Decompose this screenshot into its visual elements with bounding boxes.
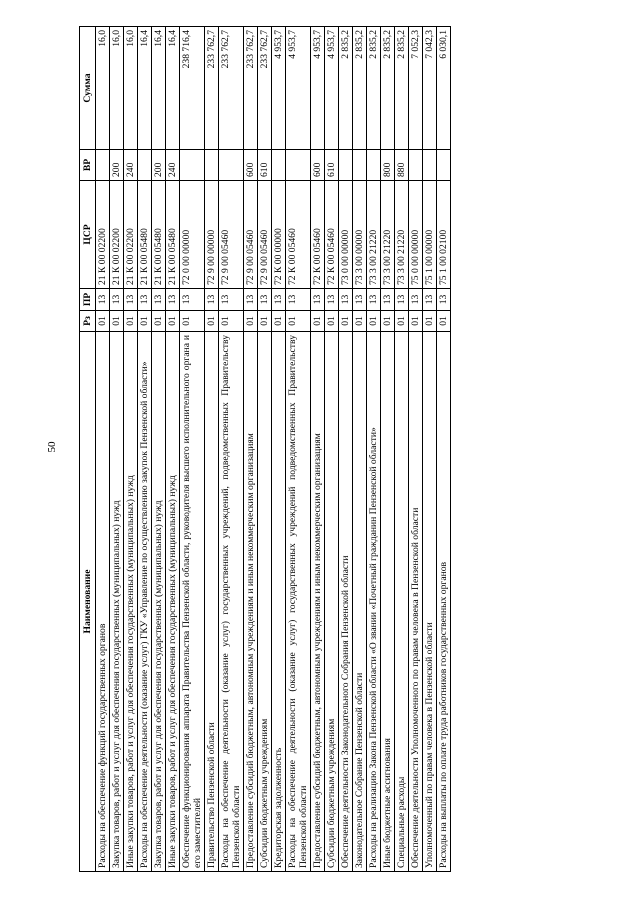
cell-pr: 13 — [152, 289, 166, 311]
table-row — [423, 27, 437, 872]
cell-csr: 72 К 00 05460 — [325, 181, 339, 289]
cell-name: Иные бюджетные ассигнования — [381, 332, 395, 872]
cell-sum: 16,4 — [166, 27, 180, 150]
cell-name: Субсидии бюджетным учреждениям — [325, 332, 339, 872]
cell-sum: 2 835,2 — [353, 27, 367, 150]
cell-sum: 2 835,2 — [339, 27, 353, 150]
header-pr: ПР — [80, 289, 96, 311]
page-number: 50 — [46, 441, 58, 453]
cell-vr — [96, 150, 110, 181]
header-csr: ЦСР — [80, 181, 96, 289]
cell-vr: 800 — [381, 150, 395, 181]
cell-name: Уполномоченный по правам человека в Пензенской области — [423, 332, 437, 872]
table-row — [258, 27, 272, 872]
cell-sum: 16,0 — [96, 27, 110, 150]
cell-pr: 13 — [367, 289, 381, 311]
cell-sum: 2 835,2 — [381, 27, 395, 150]
cell-csr: 72 9 00 05460 — [219, 181, 244, 289]
cell-rz: 01 — [353, 311, 367, 332]
cell-pr: 13 — [138, 289, 152, 311]
cell-sum: 6 030,1 — [437, 27, 451, 150]
cell-rz: 01 — [409, 311, 423, 332]
cell-vr — [205, 150, 219, 181]
cell-name: Расходы на реализацию Закона Пензенской области «О звании «Почетный гражданин Пензенской области» — [367, 332, 381, 872]
table-row — [219, 27, 244, 872]
cell-name: Субсидии бюджетным учреждениям — [258, 332, 272, 872]
table-row — [205, 27, 219, 872]
cell-pr: 13 — [325, 289, 339, 311]
cell-vr — [353, 150, 367, 181]
cell-csr: 72 9 00 05460 — [258, 181, 272, 289]
table-row — [395, 27, 409, 872]
cell-sum: 233 762,7 — [258, 27, 272, 150]
cell-vr — [437, 150, 451, 181]
cell-pr: 13 — [180, 289, 205, 311]
cell-csr: 72 К 00 05460 — [311, 181, 325, 289]
cell-rz: 01 — [110, 311, 124, 332]
cell-vr: 200 — [110, 150, 124, 181]
cell-sum: 4 953,7 — [272, 27, 286, 150]
cell-pr: 13 — [437, 289, 451, 311]
cell-sum: 16,4 — [138, 27, 152, 150]
cell-csr: 72 9 00 05460 — [244, 181, 258, 289]
table-row — [96, 27, 110, 872]
cell-sum: 233 762,7 — [205, 27, 219, 150]
cell-vr — [180, 150, 205, 181]
cell-rz: 01 — [124, 311, 138, 332]
cell-csr: 72 К 00 00000 — [272, 181, 286, 289]
cell-pr: 13 — [395, 289, 409, 311]
cell-name: Кредиторская задолженность — [272, 332, 286, 872]
table-row — [367, 27, 381, 872]
cell-csr: 73 3 00 21220 — [381, 181, 395, 289]
cell-vr: 240 — [166, 150, 180, 181]
table-row — [152, 27, 166, 872]
table-header-row — [80, 27, 96, 872]
cell-sum: 233 762,7 — [219, 27, 244, 150]
table-row — [180, 27, 205, 872]
table-row — [272, 27, 286, 872]
cell-sum: 4 953,7 — [286, 27, 311, 150]
cell-csr: 21 К 00 02200 — [124, 181, 138, 289]
header-sum: Сумма — [80, 27, 96, 150]
cell-pr: 13 — [110, 289, 124, 311]
cell-name: Предоставление субсидий бюджетным, автономным учреждениям и иным некоммерческим организациям — [244, 332, 258, 872]
cell-csr: 73 3 00 21220 — [367, 181, 381, 289]
cell-pr: 13 — [205, 289, 219, 311]
cell-csr: 21 К 00 02200 — [110, 181, 124, 289]
cell-pr: 13 — [96, 289, 110, 311]
cell-sum: 4 953,7 — [311, 27, 325, 150]
cell-rz: 01 — [395, 311, 409, 332]
cell-sum: 16,0 — [110, 27, 124, 150]
cell-vr — [367, 150, 381, 181]
cell-name: Обеспечение функционирования аппарата Правительства Пензенской области, руководителя высшего исполнительного органа и его заместителей — [180, 332, 205, 872]
cell-rz: 01 — [367, 311, 381, 332]
table-row — [138, 27, 152, 872]
cell-pr: 13 — [244, 289, 258, 311]
cell-csr: 72 0 00 00000 — [180, 181, 205, 289]
cell-rz: 01 — [339, 311, 353, 332]
cell-rz: 01 — [437, 311, 451, 332]
cell-pr: 13 — [166, 289, 180, 311]
cell-vr: 600 — [311, 150, 325, 181]
cell-pr: 13 — [339, 289, 353, 311]
table-row — [124, 27, 138, 872]
cell-vr: 600 — [244, 150, 258, 181]
cell-sum: 7 052,3 — [409, 27, 423, 150]
cell-name: Предоставление субсидий бюджетным, автономным учреждениям и иным некоммерческим организациям — [311, 332, 325, 872]
table-row — [244, 27, 258, 872]
cell-csr: 21 К 00 02200 — [96, 181, 110, 289]
rotated-table-container — [79, 27, 582, 872]
table-row — [339, 27, 353, 872]
cell-vr: 610 — [258, 150, 272, 181]
cell-sum: 16,0 — [124, 27, 138, 150]
cell-rz: 01 — [311, 311, 325, 332]
cell-rz: 01 — [258, 311, 272, 332]
cell-vr — [286, 150, 311, 181]
table-row — [325, 27, 339, 872]
header-name: Наименование — [80, 332, 96, 872]
cell-pr: 13 — [286, 289, 311, 311]
cell-csr: 73 3 00 21220 — [395, 181, 409, 289]
cell-rz: 01 — [138, 311, 152, 332]
cell-name: Расходы на обеспечение функций государственных органов — [96, 332, 110, 872]
cell-rz: 01 — [96, 311, 110, 332]
table-body — [96, 27, 451, 872]
cell-pr: 13 — [409, 289, 423, 311]
cell-rz: 01 — [244, 311, 258, 332]
cell-sum: 7 042,3 — [423, 27, 437, 150]
cell-rz: 01 — [325, 311, 339, 332]
cell-name: Расходы на выплаты по оплате труда работников государственных органов — [437, 332, 451, 872]
cell-name: Иные закупки товаров, работ и услуг для обеспечения государственных (муниципальных) нужд — [166, 332, 180, 872]
table-row — [166, 27, 180, 872]
cell-vr: 610 — [325, 150, 339, 181]
cell-pr: 13 — [423, 289, 437, 311]
cell-pr: 13 — [311, 289, 325, 311]
table-row — [110, 27, 124, 872]
cell-csr: 72 К 00 05460 — [286, 181, 311, 289]
cell-name: Закупка товаров, работ и услуг для обеспечения государственных (муниципальных) нужд — [152, 332, 166, 872]
cell-csr: 75 1 00 02100 — [437, 181, 451, 289]
cell-name: Специальные расходы — [395, 332, 409, 872]
header-vr: ВР — [80, 150, 96, 181]
cell-pr: 13 — [272, 289, 286, 311]
cell-pr: 13 — [381, 289, 395, 311]
table-row — [286, 27, 311, 872]
cell-vr: 880 — [395, 150, 409, 181]
header-rz: Рз — [80, 311, 96, 332]
cell-vr — [138, 150, 152, 181]
cell-csr: 73 3 00 00000 — [353, 181, 367, 289]
cell-name: Обеспечение деятельности Уполномоченного по правам человека в Пензенской области — [409, 332, 423, 872]
cell-csr: 75 1 00 00000 — [423, 181, 437, 289]
cell-name: Законодательное Собрание Пензенской области — [353, 332, 367, 872]
cell-csr: 73 0 00 00000 — [339, 181, 353, 289]
cell-name: Расходы на обеспечение деятельности (оказание услуг) государственных учреждений подведомственных Правительству Пензенской области — [286, 332, 311, 872]
table-row — [311, 27, 325, 872]
cell-pr: 13 — [124, 289, 138, 311]
cell-sum: 233 762,7 — [244, 27, 258, 150]
table-row — [437, 27, 451, 872]
cell-name: Правительство Пензенской области — [205, 332, 219, 872]
cell-pr: 13 — [258, 289, 272, 311]
cell-name: Закупка товаров, работ и услуг для обеспечения государственных (муниципальных) нужд — [110, 332, 124, 872]
cell-rz: 01 — [219, 311, 244, 332]
cell-name: Расходы на обеспечение деятельности (оказание услуг) ГКУ «Управление по осуществлению закупок Пензенской области» — [138, 332, 152, 872]
cell-rz: 01 — [152, 311, 166, 332]
table-row — [381, 27, 395, 872]
cell-sum: 2 835,2 — [395, 27, 409, 150]
cell-sum: 238 716,4 — [180, 27, 205, 150]
cell-rz: 01 — [166, 311, 180, 332]
cell-vr — [409, 150, 423, 181]
cell-rz: 01 — [286, 311, 311, 332]
cell-csr: 75 0 00 00000 — [409, 181, 423, 289]
cell-csr: 21 К 00 05480 — [166, 181, 180, 289]
cell-csr: 21 К 00 05480 — [152, 181, 166, 289]
cell-name: Иные закупки товаров, работ и услуг для обеспечения государственных (муниципальных) нужд — [124, 332, 138, 872]
cell-sum: 16,4 — [152, 27, 166, 150]
table-row — [409, 27, 423, 872]
cell-rz: 01 — [205, 311, 219, 332]
cell-vr — [423, 150, 437, 181]
cell-name: Обеспечение деятельности Законодательного Собрания Пензенской области — [339, 332, 353, 872]
cell-vr: 200 — [152, 150, 166, 181]
cell-rz: 01 — [381, 311, 395, 332]
cell-vr — [339, 150, 353, 181]
cell-pr: 13 — [353, 289, 367, 311]
cell-name: Расходы на обеспечение деятельности (оказание услуг) государственных учреждений, подведомственных Правительству Пензенской области — [219, 332, 244, 872]
table-row — [353, 27, 367, 872]
cell-csr: 72 9 00 00000 — [205, 181, 219, 289]
cell-vr — [272, 150, 286, 181]
cell-pr: 13 — [219, 289, 244, 311]
cell-vr — [219, 150, 244, 181]
cell-sum: 4 953,7 — [325, 27, 339, 150]
cell-vr: 240 — [124, 150, 138, 181]
budget-table — [79, 26, 451, 872]
cell-rz: 01 — [272, 311, 286, 332]
cell-rz: 01 — [423, 311, 437, 332]
cell-sum: 2 835,2 — [367, 27, 381, 150]
cell-csr: 21 К 00 05480 — [138, 181, 152, 289]
cell-rz: 01 — [180, 311, 205, 332]
